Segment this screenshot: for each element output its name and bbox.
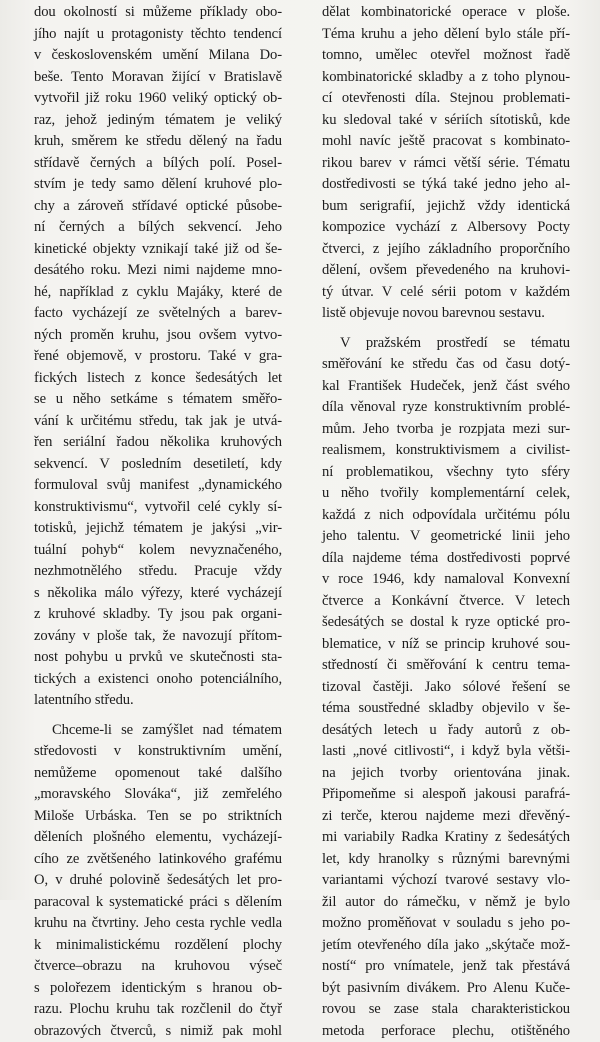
text-line: z kruhové skladby. Ty jsou pak organi-	[34, 604, 282, 626]
text-line: ností“ pro vnímatele, jenž tak přestává	[322, 956, 570, 978]
text-line: Připomeňme si alespoň jakousi parafrá-	[322, 784, 570, 806]
text-line: středností či směřování k centru tema-	[322, 655, 570, 677]
text-line: O, v druhé polovině šedesátých let pro-	[34, 870, 282, 892]
text-line: rikou barev v rámci větší série. Tématu	[322, 153, 570, 175]
text-line: nezhmotnělého středu. Pracuje vždy	[34, 561, 282, 583]
text-line: latentního středu.	[34, 690, 282, 712]
text-line: facto vycházejí ze světelných a barev-	[34, 303, 282, 325]
text-line: díla najdeme téma dostředivosti poprvé	[322, 548, 570, 570]
text-column-left	[34, 2, 282, 1042]
text-line: cí otevřenosti díla. Stejnou problemati-	[322, 88, 570, 110]
text-line: tických a existenci onoho potenciálního,	[34, 669, 282, 691]
paragraph-gap	[34, 712, 282, 720]
text-line: bum serigrafií, jejichž vždy identická	[322, 196, 570, 218]
text-line: hé, například z cyklu Majáky, které de	[34, 282, 282, 304]
text-line: stvím je tedy samo dělení kruhové plo-	[34, 174, 282, 196]
text-line: směřování ke středu čas od času dotý-	[322, 354, 570, 376]
text-line: šedesátých se dostal k ryze optické pro-	[322, 612, 570, 634]
text-line: „moravského Slováka“, již zemřelého	[34, 784, 282, 806]
text-line: blematice, v níž se princip kruhové sou-	[322, 634, 570, 656]
text-line: konstruktivismu“, vytvořil celé cykly sí-	[34, 497, 282, 519]
text-line: děleních plošného elementu, vycházejí-	[34, 827, 282, 849]
text-line: zovány v ploše tak, že navozují přítom-	[34, 626, 282, 648]
text-line: Téma kruhu a jeho dělení bylo stále pří-	[322, 24, 570, 46]
text-line: dělat kombinatorické operace v ploše.	[322, 2, 570, 24]
text-line: v roce 1946, kdy namaloval Konvexní	[322, 569, 570, 591]
text-line: formuloval svůj manifest „dynamického	[34, 475, 282, 497]
text-column-right	[322, 2, 570, 1042]
text-line: paracoval k systematické práci s dělením	[34, 892, 282, 914]
text-line: desátého roku. Mezi nimi najdeme mno-	[34, 260, 282, 282]
text-line: mům. Jeho tvorba je rozpjata mezi sur-	[322, 419, 570, 441]
text-line: tizoval častěji. Jako sólové řešení se	[322, 677, 570, 699]
text-line: kruhu na čtvrtiny. Jeho cesta rychle vedla	[34, 913, 282, 935]
text-line: realismem, konstruktivismem a civilist-	[322, 440, 570, 462]
text-line: Miloše Urbáska. Ten se po striktních	[34, 806, 282, 828]
text-line: chy a zároveň střídavé optické působe-	[34, 196, 282, 218]
text-line: mi variabily Radka Kratiny z šedesátých	[322, 827, 570, 849]
text-line: kal František Hudeček, jenž část svého	[322, 376, 570, 398]
text-line: vytvořil již roku 1960 veliký optický ob-	[34, 88, 282, 110]
text-line: kombinatorické skladby a z toho plynou-	[322, 67, 570, 89]
text-line: raz, jehož jediným tématem je veliký	[34, 110, 282, 132]
text-line: nost pohybu u prvků ve skutečnosti sta-	[34, 647, 282, 669]
text-line: listě objevuje novou barevnou sestavu.	[322, 303, 570, 325]
text-line: jetím otevřeného díla jako „skýtače mož-	[322, 935, 570, 957]
text-line: dostředivosti se týká také jedno jeho al-	[322, 174, 570, 196]
text-line: razu. Plochu kruhu tak rozčlenil do čtyř	[34, 999, 282, 1021]
text-line: variantami výchozí tvarové sestavy vlo-	[322, 870, 570, 892]
text-line: tý útvar. V celé sérii potom v každém	[322, 282, 570, 304]
text-line: sekvencí. V posledním desetiletí, kdy	[34, 454, 282, 476]
text-line: ných proměn kruhu, jsou ovšem vytvo-	[34, 325, 282, 347]
text-line: každá z nich odpovídala určitému pólu	[322, 505, 570, 527]
text-line: řené objemově, v prostoru. Také v gra-	[34, 346, 282, 368]
text-line: tomno, umělec otevřel možnost řadě	[322, 45, 570, 67]
text-line: kinetické objekty vznikají také již od še-	[34, 239, 282, 261]
text-line: nemůžeme opomenout také dalšího	[34, 763, 282, 785]
text-line: beše. Tento Moravan žijící v Bratislavě	[34, 67, 282, 89]
text-line: dou okolností si můžeme příklady obo-	[34, 2, 282, 24]
text-line: fických listech z konce šedesátých let	[34, 368, 282, 390]
text-line: být pasivním divákem. Pro Alenu Kuče-	[322, 978, 570, 1000]
text-line: kruh, směrem ke středu dělený na řadu	[34, 131, 282, 153]
text-line: kompozice vychází z Albersovy Pocty	[322, 217, 570, 239]
text-line: ní problematikou, všechny tyto sféry	[322, 462, 570, 484]
text-line: Chceme-li se zamýšlet nad tématem	[34, 720, 282, 742]
text-line: desátých letech u řady autorů z ob-	[322, 720, 570, 742]
text-line: k minimalistickému rozdělení plochy	[34, 935, 282, 957]
text-line: tuální pohyb“ kolem nevyznačeného,	[34, 540, 282, 562]
text-line: s polořezem identickým s hranou ob-	[34, 978, 282, 1000]
text-line: obrazových čtverců, s nimiž pak mohl	[34, 1021, 282, 1042]
text-line: s několika málo výřezy, které vycházejí	[34, 583, 282, 605]
text-line: V pražském prostředí se tématu	[322, 333, 570, 355]
text-line: téma soustředné skladby objevilo v še-	[322, 698, 570, 720]
text-line: ku sledoval také v sériích sítotisků, kde	[322, 110, 570, 132]
text-line: žil autor do rámečku, v němž je bylo	[322, 892, 570, 914]
text-line: cího ze zvětšeného latinkového grafému	[34, 849, 282, 871]
text-line: u něho tvořily komplementární celek,	[322, 483, 570, 505]
text-line: jího najít u protagonisty těchto tendencí	[34, 24, 282, 46]
text-line: střídavě černých a bílých polí. Posel-	[34, 153, 282, 175]
text-line: díla věnoval ryze konstruktivním problé-	[322, 397, 570, 419]
text-line: na jejich tvorby orientována jinak.	[322, 763, 570, 785]
text-line: čtverci, z jejího základního proporčního	[322, 239, 570, 261]
text-line: čtverce a Konkávní čtverce. V letech	[322, 591, 570, 613]
text-line: rovou se zase stala charakteristickou	[322, 999, 570, 1021]
text-line: vání k určitému středu, tak jak je utvá-	[34, 411, 282, 433]
text-line: mohl navíc ještě pracovat s kombinato-	[322, 131, 570, 153]
text-line: se u něho setkáme s tématem směřo-	[34, 389, 282, 411]
text-line: jeho talentu. V geometrické linii jeho	[322, 526, 570, 548]
paragraph-gap	[322, 325, 570, 333]
text-line: možno proměňovat v souladu s jeho po-	[322, 913, 570, 935]
text-line: totisků, jejichž tématem je jakýsi „vir-	[34, 518, 282, 540]
text-line: lasti „nové citlivosti“, i když byla větši-	[322, 741, 570, 763]
text-line: dělení, ovšem převedeného na kruhovi-	[322, 260, 570, 282]
text-line: čtverce–obrazu na kruhovou výseč	[34, 956, 282, 978]
text-line: zi terče, kterou najdeme mezi dřevěný-	[322, 806, 570, 828]
text-line: v československém umění Milana Do-	[34, 45, 282, 67]
text-line: metoda perforace plechu, otištěného	[322, 1021, 570, 1042]
text-line: středovosti v konstruktivním umění,	[34, 741, 282, 763]
text-line: let, kdy hranolky s různými barevnými	[322, 849, 570, 871]
text-line: ní černých a bílých sekvencí. Jeho	[34, 217, 282, 239]
text-line: řen seriální řadou několika kruhových	[34, 432, 282, 454]
